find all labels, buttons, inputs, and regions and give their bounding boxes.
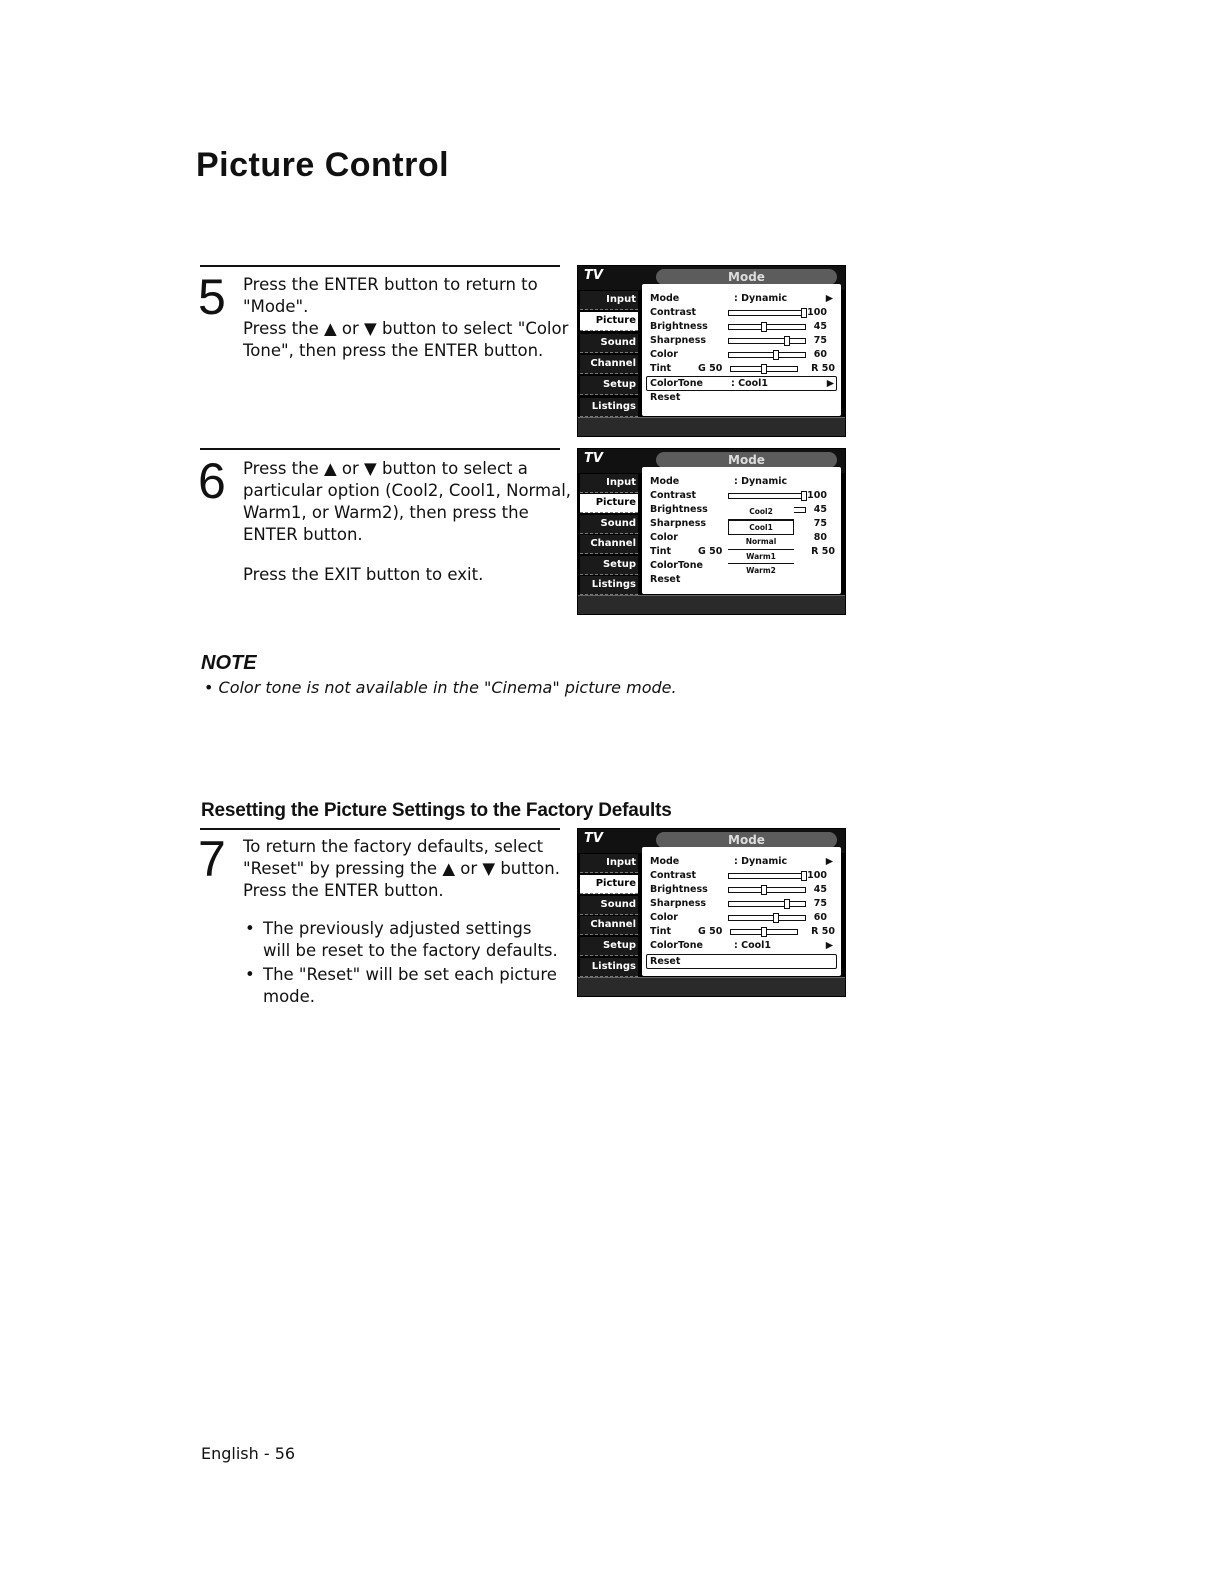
contrast-label: Contrast xyxy=(650,870,697,881)
osd-sidebar xyxy=(580,853,638,978)
sharpness-value: 75 xyxy=(813,335,827,346)
step6-line1: Press the ▲ or ▼ button to select a particular option (Cool2, Cool1, Normal, Warm1, or Warm2), then press the ENTER button. xyxy=(243,459,572,544)
page-footer: English - 56 xyxy=(201,1444,296,1463)
colortone-option-selected[interactable]: Cool1 xyxy=(728,520,794,536)
colortone-option[interactable]: Warm1 xyxy=(728,550,794,565)
colortone-label: ColorTone xyxy=(650,940,703,951)
tint-g-value: G 50 xyxy=(698,926,723,937)
colortone-label: ColorTone xyxy=(650,560,703,571)
sharpness-row[interactable] xyxy=(650,897,835,910)
tint-label: Tint xyxy=(650,363,672,374)
colortone-option[interactable]: Cool2 xyxy=(728,505,794,520)
step5-number: 5 xyxy=(198,269,226,325)
mode-row[interactable] xyxy=(650,292,835,305)
brightness-slider[interactable] xyxy=(728,887,806,893)
mode-row[interactable] xyxy=(650,855,835,868)
contrast-value: 100 xyxy=(807,870,827,881)
sidebar-item-setup[interactable]: Setup xyxy=(580,556,638,575)
brightness-label: Brightness xyxy=(650,884,708,895)
osd-button-bar xyxy=(578,977,845,996)
tint-label: Tint xyxy=(650,546,672,557)
tint-slider[interactable] xyxy=(730,366,798,372)
contrast-row[interactable] xyxy=(650,869,835,882)
step7-number: 7 xyxy=(198,831,226,887)
step5-text xyxy=(243,274,573,362)
color-slider[interactable] xyxy=(728,915,806,921)
tint-row[interactable] xyxy=(650,925,835,938)
brightness-row[interactable] xyxy=(650,883,835,896)
osd-settings-panel xyxy=(642,847,841,976)
colortone-label: ColorTone xyxy=(650,378,703,389)
sidebar-item-setup[interactable]: Setup xyxy=(580,376,638,395)
step6-text xyxy=(243,458,573,586)
tint-g-value: G 50 xyxy=(698,546,723,557)
sidebar-item-listings[interactable]: Listings xyxy=(580,958,638,977)
step5-line2: Press the ▲ or ▼ button to select "Color Tone", then press the ENTER button. xyxy=(243,319,569,360)
color-label: Color xyxy=(650,912,678,923)
tint-r-value: R 50 xyxy=(811,926,835,937)
sidebar-item-sound[interactable]: Sound xyxy=(580,515,638,534)
brightness-label: Brightness xyxy=(650,504,708,515)
osd-button-bar xyxy=(578,417,845,436)
reset-label: Reset xyxy=(650,392,681,403)
step7-line1: To return the factory defaults, select "Reset" by pressing the ▲ or ▼ button. Press the ENTER button. xyxy=(243,837,560,900)
contrast-slider[interactable] xyxy=(728,873,806,879)
sidebar-item-input[interactable]: Input xyxy=(580,474,638,493)
osd-sidebar xyxy=(580,473,638,596)
color-value: 60 xyxy=(813,912,827,923)
section-heading: Resetting the Picture Settings to the Factory Defaults xyxy=(201,800,672,821)
colortone-row[interactable] xyxy=(646,376,837,391)
reset-label: Reset xyxy=(650,956,681,967)
tint-g-value: G 50 xyxy=(698,363,723,374)
brightness-slider[interactable] xyxy=(728,324,806,330)
tint-slider[interactable] xyxy=(730,929,798,935)
sidebar-item-sound[interactable]: Sound xyxy=(580,334,638,353)
color-value: 80 xyxy=(813,532,827,543)
sidebar-item-channel[interactable]: Channel xyxy=(580,355,638,374)
section-rule xyxy=(200,828,560,830)
tint-r-value: R 50 xyxy=(811,363,835,374)
sidebar-item-listings[interactable]: Listings xyxy=(580,398,638,417)
contrast-value: 100 xyxy=(807,307,827,318)
colortone-option[interactable]: Warm2 xyxy=(746,566,776,575)
mode-tab[interactable]: Mode xyxy=(656,452,837,468)
contrast-value: 100 xyxy=(807,490,827,501)
slider-knob xyxy=(761,322,767,332)
colortone-row[interactable] xyxy=(650,939,835,952)
color-row[interactable] xyxy=(650,348,835,361)
osd-settings-panel xyxy=(642,284,841,416)
arrow-right-icon: ▶ xyxy=(825,293,833,304)
slider-knob xyxy=(801,491,807,501)
sharpness-row[interactable] xyxy=(650,334,835,347)
sharpness-slider[interactable] xyxy=(728,901,806,907)
slider-knob xyxy=(801,871,807,881)
mode-value: : Dynamic xyxy=(734,293,788,304)
osd-button-bar xyxy=(578,595,845,614)
contrast-label: Contrast xyxy=(650,490,697,501)
tv-menu-screen-1 xyxy=(577,265,846,437)
brightness-label: Brightness xyxy=(650,321,708,332)
contrast-slider[interactable] xyxy=(728,493,806,499)
tint-label: Tint xyxy=(650,926,672,937)
colortone-value: : Cool1 xyxy=(731,378,768,389)
mode-value: : Dynamic xyxy=(734,476,788,487)
arrow-right-icon: ▶ xyxy=(825,940,833,951)
tint-r-value: R 50 xyxy=(811,546,835,557)
sidebar-item-picture[interactable]: Picture xyxy=(580,494,638,513)
step6-line2: Press the EXIT button to exit. xyxy=(243,565,484,584)
reset-row[interactable] xyxy=(646,954,837,969)
mode-tab[interactable]: Mode xyxy=(656,269,837,285)
page-title: Picture Control xyxy=(196,146,450,184)
mode-row[interactable] xyxy=(650,475,835,488)
step6-number: 6 xyxy=(198,453,226,509)
mode-label: Mode xyxy=(650,856,680,867)
step6-rule xyxy=(200,448,560,450)
reset-row[interactable] xyxy=(650,391,835,404)
reset-label: Reset xyxy=(650,574,681,585)
slider-knob xyxy=(773,350,779,360)
sharpness-label: Sharpness xyxy=(650,335,707,346)
sidebar-item-setup[interactable]: Setup xyxy=(580,937,638,956)
mode-label: Mode xyxy=(650,293,680,304)
mode-value: : Dynamic xyxy=(734,856,788,867)
sidebar-item-picture[interactable]: Picture xyxy=(580,312,638,331)
tv-label: TV xyxy=(584,451,603,466)
tv-label: TV xyxy=(584,268,603,283)
slider-knob xyxy=(784,336,790,346)
tv-menu-screen-3 xyxy=(577,828,846,997)
step7-text xyxy=(243,836,563,1010)
sidebar-item-input[interactable]: Input xyxy=(580,291,638,310)
sharpness-slider[interactable] xyxy=(728,338,806,344)
tv-label: TV xyxy=(584,831,603,846)
color-label: Color xyxy=(650,532,678,543)
color-label: Color xyxy=(650,349,678,360)
note-heading: NOTE xyxy=(201,652,257,674)
slider-knob xyxy=(761,364,767,374)
slider-knob xyxy=(801,308,807,318)
colortone-value: : Cool1 xyxy=(734,940,771,951)
colortone-option[interactable]: Normal xyxy=(728,535,794,550)
contrast-label: Contrast xyxy=(650,307,697,318)
contrast-row[interactable] xyxy=(650,489,835,502)
brightness-value: 45 xyxy=(813,884,827,895)
step5-line1: Press the ENTER button to return to "Mode". xyxy=(243,275,538,316)
slider-knob xyxy=(784,899,790,909)
list-item: • The "Reset" will be set each picture mode. xyxy=(263,964,563,1008)
osd-sidebar xyxy=(580,290,638,418)
sharpness-label: Sharpness xyxy=(650,518,707,529)
contrast-row[interactable] xyxy=(650,306,835,319)
slider-knob xyxy=(761,927,767,937)
arrow-right-icon: ▶ xyxy=(826,378,834,389)
osd-settings-panel xyxy=(642,467,841,594)
sidebar-item-input[interactable]: Input xyxy=(580,854,638,873)
tv-menu-screen-2 xyxy=(577,448,846,615)
slider-knob xyxy=(773,913,779,923)
sharpness-label: Sharpness xyxy=(650,898,707,909)
sidebar-item-listings[interactable]: Listings xyxy=(580,576,638,595)
contrast-slider[interactable] xyxy=(728,310,806,316)
color-slider[interactable] xyxy=(728,352,806,358)
sidebar-item-sound[interactable]: Sound xyxy=(580,896,638,915)
brightness-row[interactable] xyxy=(650,320,835,333)
sidebar-item-channel[interactable]: Channel xyxy=(580,535,638,554)
color-row[interactable] xyxy=(650,911,835,924)
mode-label: Mode xyxy=(650,476,680,487)
brightness-value: 45 xyxy=(813,504,827,515)
slider-knob xyxy=(761,885,767,895)
sharpness-value: 75 xyxy=(813,518,827,529)
sidebar-item-picture[interactable]: Picture xyxy=(580,875,638,894)
brightness-value: 45 xyxy=(813,321,827,332)
arrow-right-icon: ▶ xyxy=(825,856,833,867)
colortone-dropdown xyxy=(728,505,794,578)
color-value: 60 xyxy=(813,349,827,360)
sidebar-item-channel[interactable]: Channel xyxy=(580,916,638,935)
list-item: • The previously adjusted settings will be reset to the factory defaults. xyxy=(263,918,563,962)
mode-tab[interactable]: Mode xyxy=(656,832,837,848)
sharpness-value: 75 xyxy=(813,898,827,909)
step7-bullets xyxy=(243,918,563,1008)
tint-row[interactable] xyxy=(650,362,835,375)
step5-rule xyxy=(200,265,560,267)
note-text: • Color tone is not available in the "Cinema" picture mode. xyxy=(204,678,677,697)
